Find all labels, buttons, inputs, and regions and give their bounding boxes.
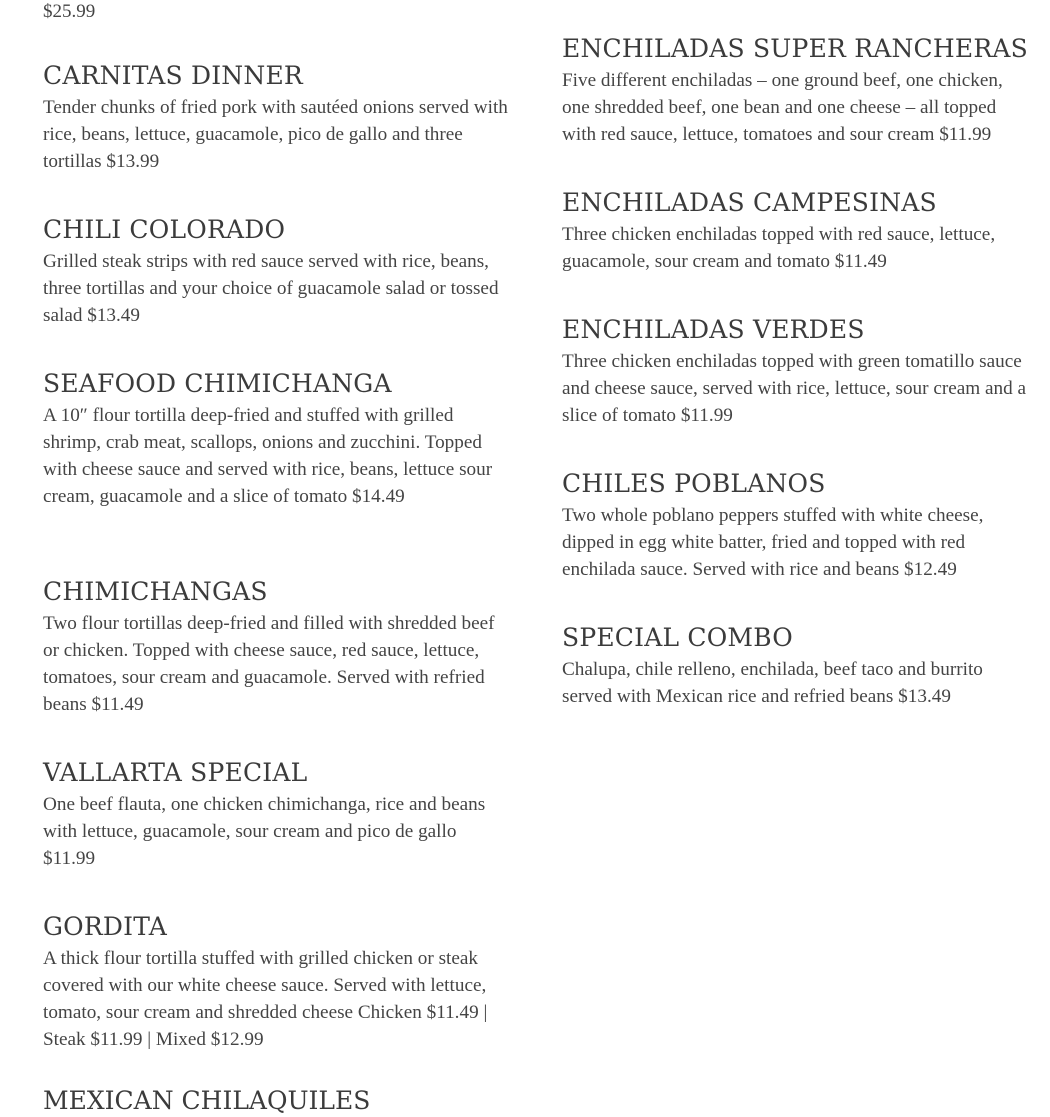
menu-item-description: Five different enchiladas – one ground beef, one chicken, one shredded beef, one bean and one cheese – all topped with red sauce, lettuce, tomatoes and sour cream $11.99	[562, 70, 1003, 145]
menu-item-title: CARNITAS DINNER	[43, 61, 303, 90]
menu-item-description: Two flour tortillas deep-fried and filled with shredded beef or chicken. Topped with cheese sauce, red sauce, lettuce, tomatoes, sour cream and guacamole. Served with refried beans $11.49	[43, 613, 495, 715]
menu-item-title: CHILI COLORADO	[43, 215, 286, 244]
menu-item-description: One beef flauta, one chicken chimichanga, rice and beans with lettuce, guacamole, sour cream and pico de gallo $11.99	[43, 794, 486, 869]
menu-item	[562, 187, 1032, 275]
menu-item-title: ENCHILADAS SUPER RANCHERAS	[562, 34, 1028, 63]
menu-item	[562, 622, 1032, 710]
menu-item-title: SEAFOOD CHIMICHANGA	[43, 369, 392, 398]
menu-item-title: VALLARTA SPECIAL	[43, 758, 308, 787]
menu-item	[562, 33, 1032, 148]
menu-item-title: ENCHILADAS CAMPESINAS	[562, 188, 937, 217]
item-price: $25.99	[43, 1, 96, 22]
menu-item-description: Chalupa, chile relleno, enchilada, beef taco and burrito served with Mexican rice and refried beans $13.49	[562, 659, 983, 707]
menu-item	[43, 214, 513, 329]
menu-item	[562, 468, 1032, 583]
menu-item-title: SPECIAL COMBO	[562, 623, 793, 652]
menu-item-description: Three chicken enchiladas topped with green tomatillo sauce and cheese sauce, served with rice, lettuce, sour cream and a slice of tomato $11.99	[562, 351, 1027, 426]
menu-item	[43, 60, 513, 175]
menu-item-title: GORDITA	[43, 912, 167, 941]
menu-item-title: ENCHILADAS VERDES	[562, 315, 865, 344]
menu-item	[43, 757, 513, 872]
menu-item-description: Grilled steak strips with red sauce served with rice, beans, three tortillas and your choice of guacamole salad or tossed salad $13.49	[43, 251, 499, 326]
menu-item-description: A 10″ flour tortilla deep-fried and stuffed with grilled shrimp, crab meat, scallops, onions and zucchini. Topped with cheese sauce and served with rice, beans, lettuce sour cream, guacamole and a slice of tomato $14.49	[43, 405, 493, 507]
menu-item-title: CHILES POBLANOS	[562, 469, 826, 498]
menu-item	[562, 314, 1032, 429]
menu-item	[43, 368, 513, 510]
menu-item-description: A thick flour tortilla stuffed with grilled chicken or steak covered with our white cheese sauce. Served with lettuce, tomato, sour cream and shredded cheese Chicken $11.49 | Steak $11.99 | Mixed $12.99	[43, 948, 488, 1050]
menu-item	[43, 576, 513, 718]
menu-item-description: Two whole poblano peppers stuffed with white cheese, dipped in egg white batter, fried and topped with red enchilada sauce. Served with rice and beans $12.49	[562, 505, 984, 580]
menu-item-description: Tender chunks of fried pork with sautéed onions served with rice, beans, lettuce, guacamole, pico de gallo and three tortillas $13.99	[43, 97, 508, 172]
menu-item-title-cut: MEXICAN CHILAQUILES	[43, 1086, 371, 1115]
menu-item-title: CHIMICHANGAS	[43, 577, 268, 606]
menu-item-description: Three chicken enchiladas topped with red sauce, lettuce, guacamole, sour cream and tomato $11.49	[562, 224, 996, 272]
menu-item	[43, 911, 513, 1053]
